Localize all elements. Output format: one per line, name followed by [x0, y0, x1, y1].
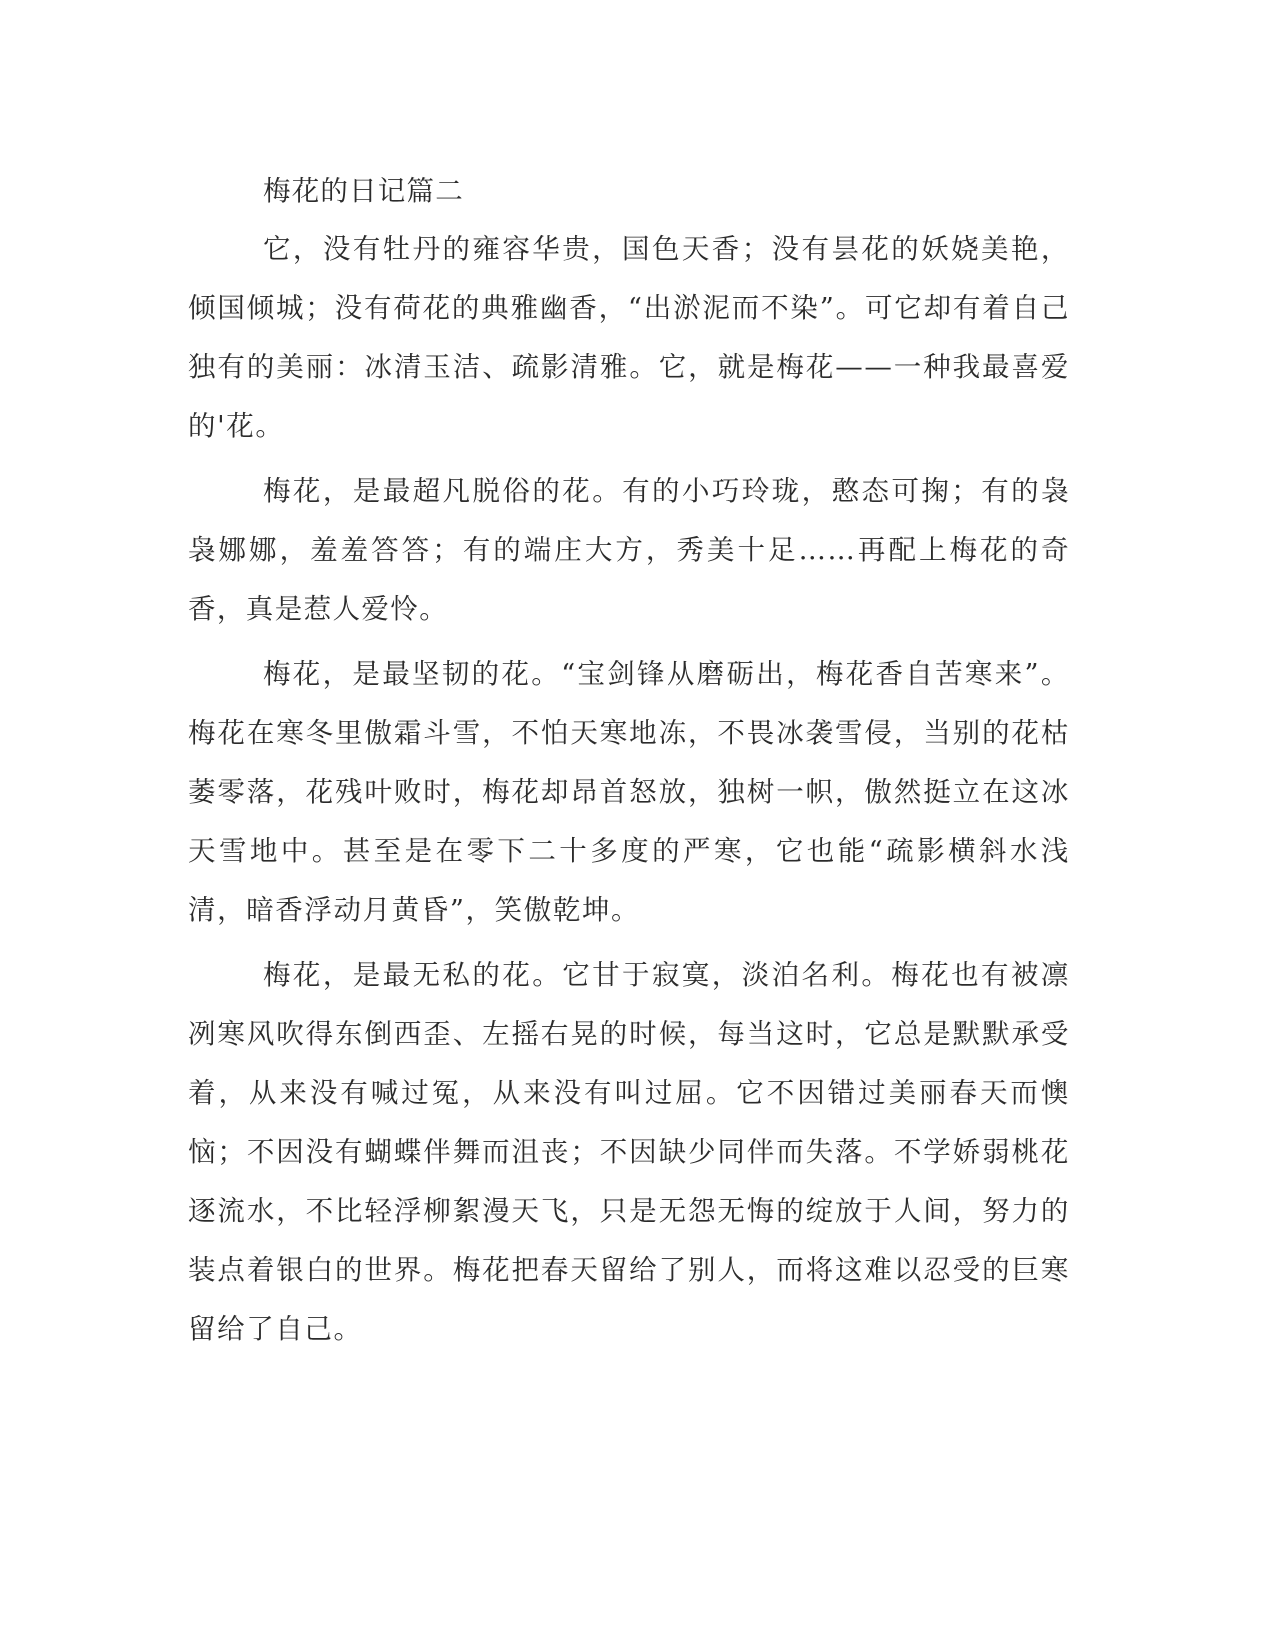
- paragraph-intro: 它，没有牡丹的雍容华贵，国色天香；没有昙花的妖娆美艳，倾国倾城；没有荷花的典雅幽香，“出淤泥而不染”。可它却有着自己独有的美丽：冰清玉洁、疏影清雅。它，就是梅花——一种我最喜爱的'花。: [188, 233, 1070, 442]
- paragraph-selfless: 梅花，是最无私的花。它甘于寂寞，淡泊名利。梅花也有被凛冽寒风吹得东倒西歪、左摇右晃的时候，每当这时，它总是默默承受着，从来没有喊过冤，从来没有叫过屈。它不因错过美丽春天而懊恼；不因没有蝴蝶伴舞而沮丧；不因缺少同伴而失落。不学娇弱桃花逐流水，不比轻浮柳絮漫天飞，只是无怨无悔的绽放于人间，努力的装点着银白的世界。梅花把春天留给了别人，而将这难以忍受的巨寒留给了自己。: [188, 959, 1070, 1345]
- document-body: [188, 162, 1070, 1365]
- document-title: 梅花的日记篇二: [263, 175, 464, 207]
- paragraph-refined: 梅花，是最超凡脱俗的花。有的小巧玲珑，憨态可掬；有的袅袅娜娜，羞羞答答；有的端庄大方，秀美十足……再配上梅花的奇香，真是惹人爱怜。: [188, 475, 1070, 625]
- paragraph-resilient: 梅花，是最坚韧的花。“宝剑锋从磨砺出，梅花香自苦寒来”。梅花在寒冬里傲霜斗雪，不怕天寒地冻，不畏冰袭雪侵，当别的花枯萎零落，花残叶败时，梅花却昂首怒放，独树一帜，傲然挺立在这冰天雪地中。甚至是在零下二十多度的严寒，它也能“疏影横斜水浅清，暗香浮动月黄昏”，笑傲乾坤。: [188, 658, 1070, 926]
